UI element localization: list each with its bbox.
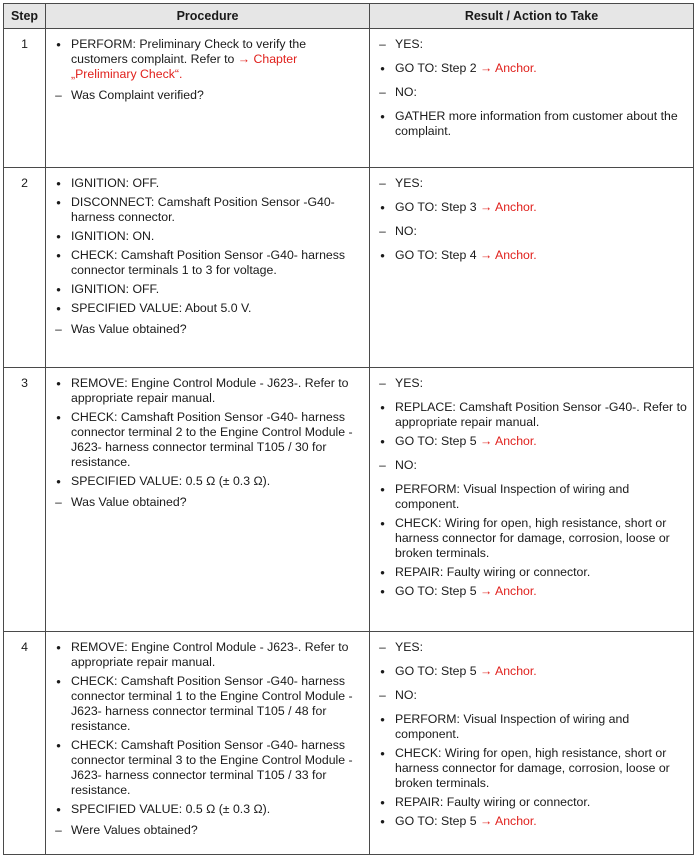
action-item: [46, 248, 363, 278]
item-text: [395, 458, 687, 473]
procedure-list: [46, 640, 363, 838]
action-item: [370, 712, 687, 742]
dash-marker: –: [379, 37, 386, 51]
item-text: [71, 823, 363, 838]
item-text: [395, 200, 687, 215]
item-text: [71, 301, 363, 316]
procedure-cell: [46, 168, 370, 368]
item-text: [395, 176, 687, 191]
action-item: [46, 37, 363, 82]
bullet-marker: •: [56, 376, 61, 391]
item-text: [395, 688, 687, 703]
action-item: [46, 802, 363, 817]
bullet-marker: •: [56, 282, 61, 297]
question-item: [370, 376, 687, 391]
table-header-row: [4, 4, 694, 29]
action-item: [46, 195, 363, 225]
bullet-marker: •: [56, 802, 61, 817]
text-run: REPAIR: Faulty wiring or connector.: [395, 795, 591, 809]
text-run: CHECK: Camshaft Position Sensor -G40- harness connector terminal 2 to the Engine Control Module - J623- harness connector terminal T105 / 30 for resistance.: [71, 410, 353, 469]
text-run: CHECK: Camshaft Position Sensor -G40- harness connector terminal 3 to the Engine Control Module - J623- harness connector terminal T105 / 33 for resistance.: [71, 738, 353, 797]
item-text: [71, 229, 363, 244]
bullet-marker: •: [56, 301, 61, 316]
step-number: 4: [4, 632, 46, 855]
action-item: [370, 61, 687, 76]
text-run: GO TO: Step 3: [395, 200, 480, 214]
bullet-marker: •: [56, 474, 61, 489]
anchor-link[interactable]: → Anchor.: [479, 664, 537, 678]
bullet-marker: •: [380, 795, 385, 810]
dash-marker: –: [55, 88, 62, 102]
bullet-marker: •: [380, 664, 385, 679]
text-run: IGNITION: ON.: [71, 229, 155, 243]
text-run: Were Values obtained?: [71, 823, 198, 837]
dash-marker: –: [379, 224, 386, 238]
text-run: REMOVE: Engine Control Module - J623-. Refer to appropriate repair manual.: [71, 376, 349, 405]
result-list: [370, 376, 687, 599]
text-run: CHECK: Camshaft Position Sensor -G40- harness connector terminal 1 to the Engine Control Module - J623- harness connector terminal T105 / 48 for resistance.: [71, 674, 353, 733]
bullet-marker: •: [56, 229, 61, 244]
text-run: CHECK: Camshaft Position Sensor -G40- harness connector terminals 1 to 3 for voltage.: [71, 248, 346, 277]
item-text: [395, 516, 687, 561]
result-cell: [370, 632, 694, 855]
text-run: CHECK: Wiring for open, high resistance, short or harness connector for damage, corrosion, loose or broken terminals.: [395, 516, 670, 560]
procedure-table: [3, 3, 694, 855]
bullet-marker: •: [56, 195, 61, 210]
item-text: [395, 482, 687, 512]
bullet-marker: •: [56, 248, 61, 263]
item-text: [71, 640, 363, 670]
text-run: IGNITION: OFF.: [71, 176, 160, 190]
dash-marker: –: [55, 823, 62, 837]
question-item: [46, 322, 363, 337]
item-text: [71, 282, 363, 297]
anchor-link[interactable]: → Anchor.: [479, 584, 537, 598]
table-row: [4, 632, 694, 855]
bullet-marker: •: [56, 410, 61, 425]
anchor-link[interactable]: → Anchor.: [479, 61, 537, 75]
item-text: [395, 248, 687, 263]
step-number: 2: [4, 168, 46, 368]
item-text: [71, 738, 363, 798]
item-text: [395, 109, 687, 139]
item-text: [71, 176, 363, 191]
action-item: [46, 674, 363, 734]
item-text: [71, 88, 363, 103]
dash-marker: –: [379, 176, 386, 190]
item-text: [71, 674, 363, 734]
question-item: [46, 823, 363, 838]
text-run: NO:: [395, 688, 417, 702]
text-run: PERFORM: Visual Inspection of wiring and component.: [395, 482, 630, 511]
action-item: [46, 376, 363, 406]
item-text: [395, 795, 687, 810]
item-text: [395, 376, 687, 391]
action-item: [370, 584, 687, 599]
item-text: [395, 85, 687, 100]
header-procedure: Procedure: [46, 4, 370, 29]
question-item: [370, 176, 687, 191]
text-run: GO TO: Step 5: [395, 584, 480, 598]
bullet-marker: •: [380, 109, 385, 124]
result-list: [370, 640, 687, 829]
question-item: [370, 688, 687, 703]
bullet-marker: •: [380, 712, 385, 727]
table-row: [4, 29, 694, 168]
text-run: GATHER more information from customer about the complaint.: [395, 109, 678, 138]
bullet-marker: •: [380, 482, 385, 497]
dash-marker: –: [379, 376, 386, 390]
procedure-cell: [46, 29, 370, 168]
item-text: [71, 248, 363, 278]
text-run: YES:: [395, 37, 424, 51]
action-item: [370, 664, 687, 679]
item-text: [71, 474, 363, 489]
item-text: [395, 664, 687, 679]
action-item: [46, 176, 363, 191]
text-run: REPLACE: Camshaft Position Sensor -G40-. Refer to appropriate repair manual.: [395, 400, 687, 429]
item-text: [395, 61, 687, 76]
bullet-marker: •: [380, 584, 385, 599]
action-item: [370, 565, 687, 580]
text-run: GO TO: Step 5: [395, 814, 480, 828]
item-text: [395, 814, 687, 829]
text-run: REPAIR: Faulty wiring or connector.: [395, 565, 591, 579]
action-item: [46, 229, 363, 244]
action-item: [46, 474, 363, 489]
action-item: [46, 410, 363, 470]
action-item: [370, 109, 687, 139]
bullet-marker: •: [380, 814, 385, 829]
item-text: [395, 400, 687, 430]
item-text: [395, 712, 687, 742]
text-run: IGNITION: OFF.: [71, 282, 160, 296]
action-item: [370, 746, 687, 791]
text-run: YES:: [395, 376, 424, 390]
item-text: [71, 410, 363, 470]
text-run: YES:: [395, 640, 424, 654]
bullet-marker: •: [380, 200, 385, 215]
procedure-cell: [46, 368, 370, 632]
bullet-marker: •: [380, 61, 385, 76]
dash-marker: –: [379, 85, 386, 99]
text-run: Was Value obtained?: [71, 495, 187, 509]
text-run: PERFORM: Visual Inspection of wiring and component.: [395, 712, 630, 741]
bullet-marker: •: [56, 738, 61, 753]
question-item: [370, 640, 687, 655]
action-item: [46, 738, 363, 798]
item-text: [395, 434, 687, 449]
bullet-marker: •: [56, 674, 61, 689]
anchor-link[interactable]: → Anchor.: [479, 814, 537, 828]
action-item: [370, 200, 687, 215]
result-cell: [370, 29, 694, 168]
item-text: [395, 224, 687, 239]
action-item: [370, 434, 687, 449]
text-run: Was Value obtained?: [71, 322, 187, 336]
action-item: [370, 248, 687, 263]
result-cell: [370, 368, 694, 632]
table-row: [4, 168, 694, 368]
action-item: [370, 795, 687, 810]
header-result: Result / Action to Take: [370, 4, 694, 29]
item-text: [395, 640, 687, 655]
action-item: [46, 301, 363, 316]
action-item: [370, 814, 687, 829]
action-item: [370, 482, 687, 512]
item-text: [71, 376, 363, 406]
text-run: PERFORM: Preliminary Check to verify the customers complaint. Refer to: [71, 37, 307, 66]
item-text: [71, 322, 363, 337]
text-run: REMOVE: Engine Control Module - J623-. Refer to appropriate repair manual.: [71, 640, 349, 669]
action-item: [46, 640, 363, 670]
anchor-link[interactable]: → Anchor.: [479, 200, 537, 214]
text-run: SPECIFIED VALUE: 0.5 Ω (± 0.3 Ω).: [71, 474, 271, 488]
dash-marker: –: [55, 495, 62, 509]
anchor-link[interactable]: → Anchor.: [479, 248, 537, 262]
item-text: [71, 495, 363, 510]
action-item: [46, 282, 363, 297]
result-list: [370, 176, 687, 263]
bullet-marker: •: [380, 516, 385, 531]
bullet-marker: •: [56, 176, 61, 191]
question-item: [46, 88, 363, 103]
bullet-marker: •: [56, 640, 61, 655]
header-step: Step: [4, 4, 46, 29]
procedure-list: [46, 376, 363, 510]
item-text: [71, 802, 363, 817]
text-run: GO TO: Step 5: [395, 434, 480, 448]
text-run: SPECIFIED VALUE: 0.5 Ω (± 0.3 Ω).: [71, 802, 271, 816]
dash-marker: –: [379, 640, 386, 654]
anchor-link[interactable]: → Chapter „Preliminary Check“.: [71, 52, 298, 81]
bullet-marker: •: [380, 746, 385, 761]
item-text: [395, 746, 687, 791]
result-cell: [370, 168, 694, 368]
question-item: [370, 85, 687, 100]
dash-marker: –: [55, 322, 62, 336]
text-run: Was Complaint verified?: [71, 88, 204, 102]
text-run: NO:: [395, 224, 417, 238]
dash-marker: –: [379, 458, 386, 472]
question-item: [370, 37, 687, 52]
question-item: [370, 458, 687, 473]
bullet-marker: •: [56, 37, 61, 52]
text-run: SPECIFIED VALUE: About 5.0 V.: [71, 301, 252, 315]
result-list: [370, 37, 687, 139]
item-text: [71, 195, 363, 225]
question-item: [370, 224, 687, 239]
procedure-cell: [46, 632, 370, 855]
item-text: [71, 37, 363, 82]
bullet-marker: •: [380, 565, 385, 580]
dash-marker: –: [379, 688, 386, 702]
table-row: [4, 368, 694, 632]
bullet-marker: •: [380, 400, 385, 415]
text-run: GO TO: Step 4: [395, 248, 480, 262]
item-text: [395, 565, 687, 580]
anchor-link[interactable]: → Anchor.: [479, 434, 537, 448]
bullet-marker: •: [380, 434, 385, 449]
text-run: DISCONNECT: Camshaft Position Sensor -G40- harness connector.: [71, 195, 335, 224]
procedure-list: [46, 176, 363, 337]
action-item: [370, 516, 687, 561]
item-text: [395, 37, 687, 52]
procedure-list: [46, 37, 363, 103]
step-number: 1: [4, 29, 46, 168]
bullet-marker: •: [380, 248, 385, 263]
item-text: [395, 584, 687, 599]
step-number: 3: [4, 368, 46, 632]
action-item: [370, 400, 687, 430]
text-run: CHECK: Wiring for open, high resistance, short or harness connector for damage, corrosion, loose or broken terminals.: [395, 746, 670, 790]
text-run: GO TO: Step 2: [395, 61, 480, 75]
text-run: NO:: [395, 458, 417, 472]
text-run: YES:: [395, 176, 424, 190]
question-item: [46, 495, 363, 510]
text-run: GO TO: Step 5: [395, 664, 480, 678]
text-run: NO:: [395, 85, 417, 99]
